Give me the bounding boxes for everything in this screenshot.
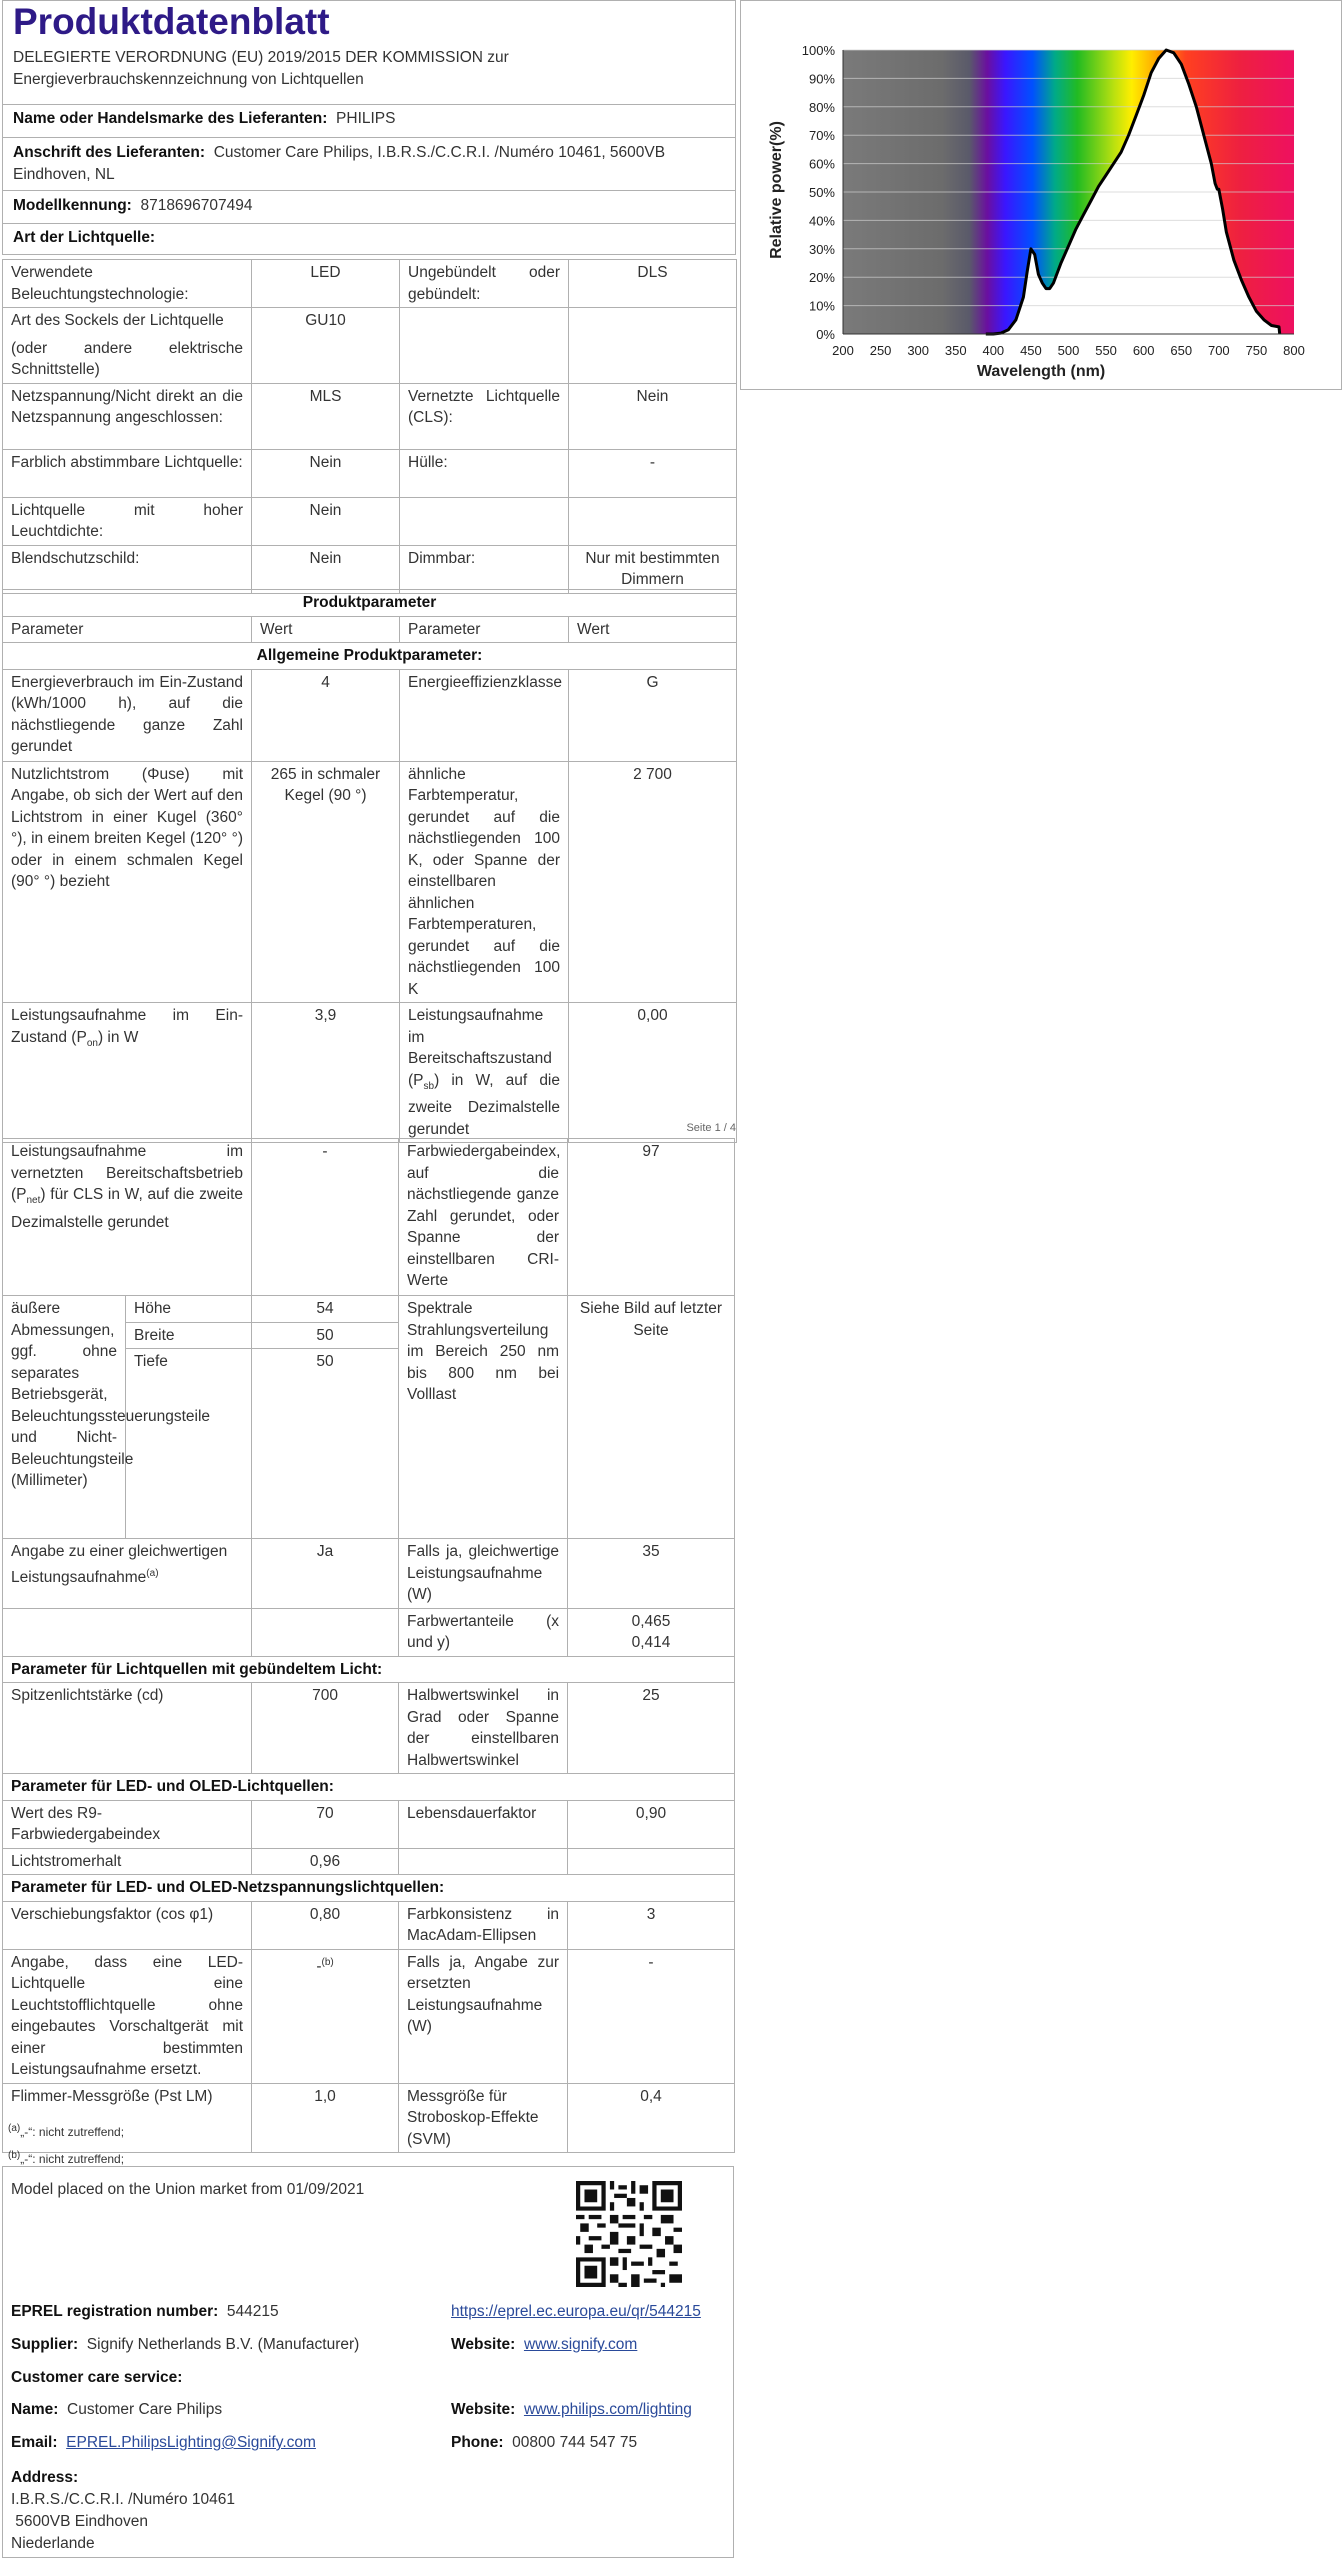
phone-row: Phone: 00800 744 547 75	[451, 2434, 638, 2451]
supplier-address-value: Customer Care Philips, I.B.R.S./C.C.R.I. /Numéro 10461, 5600VB Eindhoven, NL	[13, 144, 666, 183]
eprel-number: 544215	[226, 2303, 279, 2320]
y-tick-label: 50%	[808, 185, 835, 200]
product-parameter-table	[2, 589, 737, 1143]
website-row: Website: www.signify.com	[451, 2336, 638, 2353]
market-date: Model placed on the Union market from 01/09/2021	[11, 2181, 365, 2198]
x-tick-label: 700	[1207, 343, 1230, 358]
x-tick-label: 300	[907, 343, 930, 358]
x-tick-label: 400	[982, 343, 1005, 358]
care-name-row: Name: Customer Care Philips	[11, 2401, 223, 2418]
signify-link[interactable]: www.signify.com	[523, 2336, 638, 2353]
table-row: Netzspannung/Nicht direkt an die Netzspannung angeschlossen: MLS Vernetzte Lichtquelle (CLS): Nein	[3, 383, 737, 449]
table-row: Lichtstromerhalt 0,96	[3, 1848, 735, 1875]
footnote-b: $^{(b)}$„-“: nicht zutreffend;	[8, 2150, 125, 2166]
table-row: Energieverbrauch im Ein-Zustand (kWh/1000 h), auf die nächstliegende ganze Zahl gerundet 4 Energieeffizienzklasse G	[3, 669, 737, 761]
led-mains-heading: Parameter für LED- und OLED-Netzspannungslichtquellen:	[3, 1875, 735, 1902]
regulation-text: DELEGIERTE VERORDNUNG (EU) 2019/2015 DER KOMMISSION zur Energieverbrauchskennzeichnung von Lichtquellen	[13, 49, 509, 88]
table-row: Tiefe 50	[3, 1349, 735, 1539]
qr-code-icon[interactable]	[576, 2181, 682, 2287]
x-tick-label: 250	[869, 343, 892, 358]
table-header-row: Parameter Wert Parameter Wert	[3, 616, 737, 643]
model-id-row: Modellkennung: 8718696707494	[2, 190, 736, 224]
x-tick-label: 200	[832, 343, 854, 358]
x-tick-label: 550	[1095, 343, 1117, 358]
y-tick-label: 70%	[808, 128, 835, 144]
info-box	[2, 2166, 734, 2558]
table-row: Angabe, dass eine LED-Lichtquelle eine Leuchtstofflichtquelle ohne eingebautes Vorschaltgerät mit einer bestimmten Leistungsaufnahme ersetzt. -$^{(b)}$ Falls ja, Angabe zur ersetzten Leistungsaufnahme (W) -	[3, 1949, 735, 2083]
spectrum-chart	[741, 1, 1341, 389]
spectrum-chart-frame	[740, 0, 1342, 390]
table-row: Blendschutzschild: Nein Dimmbar: Nur mit bestimmten Dimmern	[3, 545, 737, 593]
table-row: Verwendete Beleuchtungstechnologie: LED Ungebündelt oder gebündelt: DLS	[3, 260, 737, 308]
parameter-table-continued	[2, 1138, 735, 2153]
table-row: Spitzenlichtstärke (cd) 700 Halbwertswinkel in Grad oder Spanne der einstellbaren Halbwertswinkel 25	[3, 1683, 735, 1774]
website2-row: Website: www.philips.com/lighting	[451, 2401, 692, 2418]
table-row: Nutzlichtstrom (Φuse) mit Angabe, ob sich der Wert auf den Lichtstrom in einer Kugel (360° °), in einem breiten Kegel (120° °) oder in einem schmalen Kegel (90° °) bezieht 265 in schmaler Kegel (90 °) ähnliche Farbtemperatur, gerundet auf die nächstliegenden 100 K, oder Spanne der einstellbaren ähnlichen Farbtemperaturen, gerundet auf die nächstliegenden 100 K 2 700	[3, 761, 737, 1003]
y-tick-label: 80%	[808, 99, 835, 115]
y-tick-label: 10%	[808, 298, 835, 314]
x-axis-label: Wavelength (nm)	[976, 363, 1106, 380]
page-title: Produktdatenblatt	[13, 1, 330, 42]
address-block: Address: I.B.R.S./C.C.R.I. /Numéro 10461 5600VB Eindhoven Niederlande	[11, 2469, 235, 2552]
supplier-address-row: Anschrift des Lieferanten: Customer Care Philips, I.B.R.S./C.C.R.I. /Numéro 10461, 5600VB Eindhoven, NL	[2, 137, 736, 191]
table-row: Breite 50	[3, 1322, 735, 1349]
product-params-title: Produktparameter	[3, 590, 737, 617]
page-number: Seite 1 / 4	[686, 1122, 736, 1134]
x-tick-label: 600	[1132, 343, 1155, 358]
eprel-link[interactable]: https://eprel.ec.europa.eu/qr/544215	[451, 2303, 701, 2320]
footnote-a: $^{(a)}$„-“: nicht zutreffend;	[8, 2123, 125, 2139]
eprel-row: EPREL registration number: 544215	[11, 2303, 279, 2320]
y-tick-label: 0%	[816, 327, 835, 342]
y-tick-label: 100%	[801, 43, 835, 58]
table-row: äußere Abmessungen, ggf. ohne separates Betriebsgerät, Beleuchtungssteuerungsteile und Nicht-Beleuchtungsteile (Millimeter) Höhe 54 Spektrale Strahlungsverteilung im Bereich 250 nm bis 800 nm bei Volllast Siehe Bild auf letzter Seite	[3, 1296, 735, 1323]
table-row: Farbwertanteile (x und y) 0,465 0,414	[3, 1608, 735, 1656]
y-tick-label: 90%	[808, 71, 835, 87]
email-link[interactable]: EPREL.PhilipsLighting@Signify.com	[66, 2434, 316, 2451]
y-tick-label: 20%	[808, 270, 835, 286]
model-id-value: 8718696707494	[140, 197, 253, 214]
y-tick-label: 40%	[808, 213, 835, 229]
light-source-type-heading: Art der Lichtquelle:	[2, 223, 736, 255]
x-tick-label: 750	[1245, 343, 1268, 358]
dimensions-label: äußere Abmessungen, ggf. ohne separates Betriebsgerät, Beleuchtungssteuerungsteile und Nicht-Beleuchtungsteile (Millimeter)	[3, 1296, 126, 1539]
table-row: Flimmer-Messgröße (Pst LM) 1,0 Messgröße für Stroboskop-Effekte (SVM) 0,4	[3, 2083, 735, 2153]
y-tick-label: 30%	[808, 241, 835, 257]
x-tick-label: 350	[944, 343, 967, 358]
y-axis-label: Relative power(%)	[768, 121, 785, 259]
general-params-heading: Allgemeine Produktparameter:	[3, 643, 737, 670]
table-row: Verschiebungsfaktor (cos φ1) 0,80 Farbkonsistenz in MacAdam-Ellipsen 3	[3, 1901, 735, 1949]
table-row: Leistungsaufnahme im Ein-Zustand $(P_{on})$ in W 3,9 Leistungsaufnahme im Bereitschaftszustand $(P_{sb})$ in W, auf die zweite Dezimalstelle gerundet 0,00	[3, 1003, 737, 1143]
supplier-name-row: Name oder Handelsmarke des Lieferanten: PHILIPS	[2, 104, 736, 138]
x-tick-label: 800	[1283, 343, 1305, 358]
supplier-row: Supplier: Signify Netherlands B.V. (Manufacturer)	[11, 2336, 360, 2353]
x-tick-label: 500	[1057, 343, 1080, 358]
table-row: Leistungsaufnahme im vernetzten Bereitschaftsbetrieb $(P_{net})$ für CLS in W, auf die zweite Dezimalstelle gerundet - Farbwiedergabeindex, auf die nächstliegende ganze Zahl gerundet, oder Spanne der einstellbaren CRI-Werte 97	[3, 1139, 735, 1296]
email-row: Email: EPREL.PhilipsLighting@Signify.com	[11, 2434, 316, 2451]
light-source-table	[2, 259, 737, 594]
table-row: Wert des R9-Farbwiedergabeindex 70 Lebensdauerfaktor 0,90	[3, 1800, 735, 1848]
supplier-name-value: PHILIPS	[336, 110, 396, 127]
x-tick-label: 450	[1020, 343, 1042, 358]
table-row: Lichtquelle mit hoher Leuchtdichte: Nein	[3, 497, 737, 545]
customer-care-heading: Customer care service:	[11, 2369, 183, 2386]
bundled-light-heading: Parameter für Lichtquellen mit gebündeltem Licht:	[3, 1656, 735, 1683]
footnotes	[8, 2117, 124, 2171]
philips-link[interactable]: www.philips.com/lighting	[523, 2401, 692, 2418]
led-oled-heading: Parameter für LED- und OLED-Lichtquellen:	[3, 1774, 735, 1801]
y-tick-label: 60%	[808, 156, 835, 172]
table-row: Angabe zu einer gleichwertigen Leistungsaufnahme$^{(a)}$ Ja Falls ja, gleichwertige Leistungsaufnahme (W) 35	[3, 1539, 735, 1609]
x-tick-label: 650	[1170, 343, 1193, 358]
table-row: Farblich abstimmbare Lichtquelle: Nein Hülle: -	[3, 449, 737, 497]
table-row: Art des Sockels der Lichtquelle (oder andere elektrische Schnittstelle) GU10	[3, 308, 737, 384]
